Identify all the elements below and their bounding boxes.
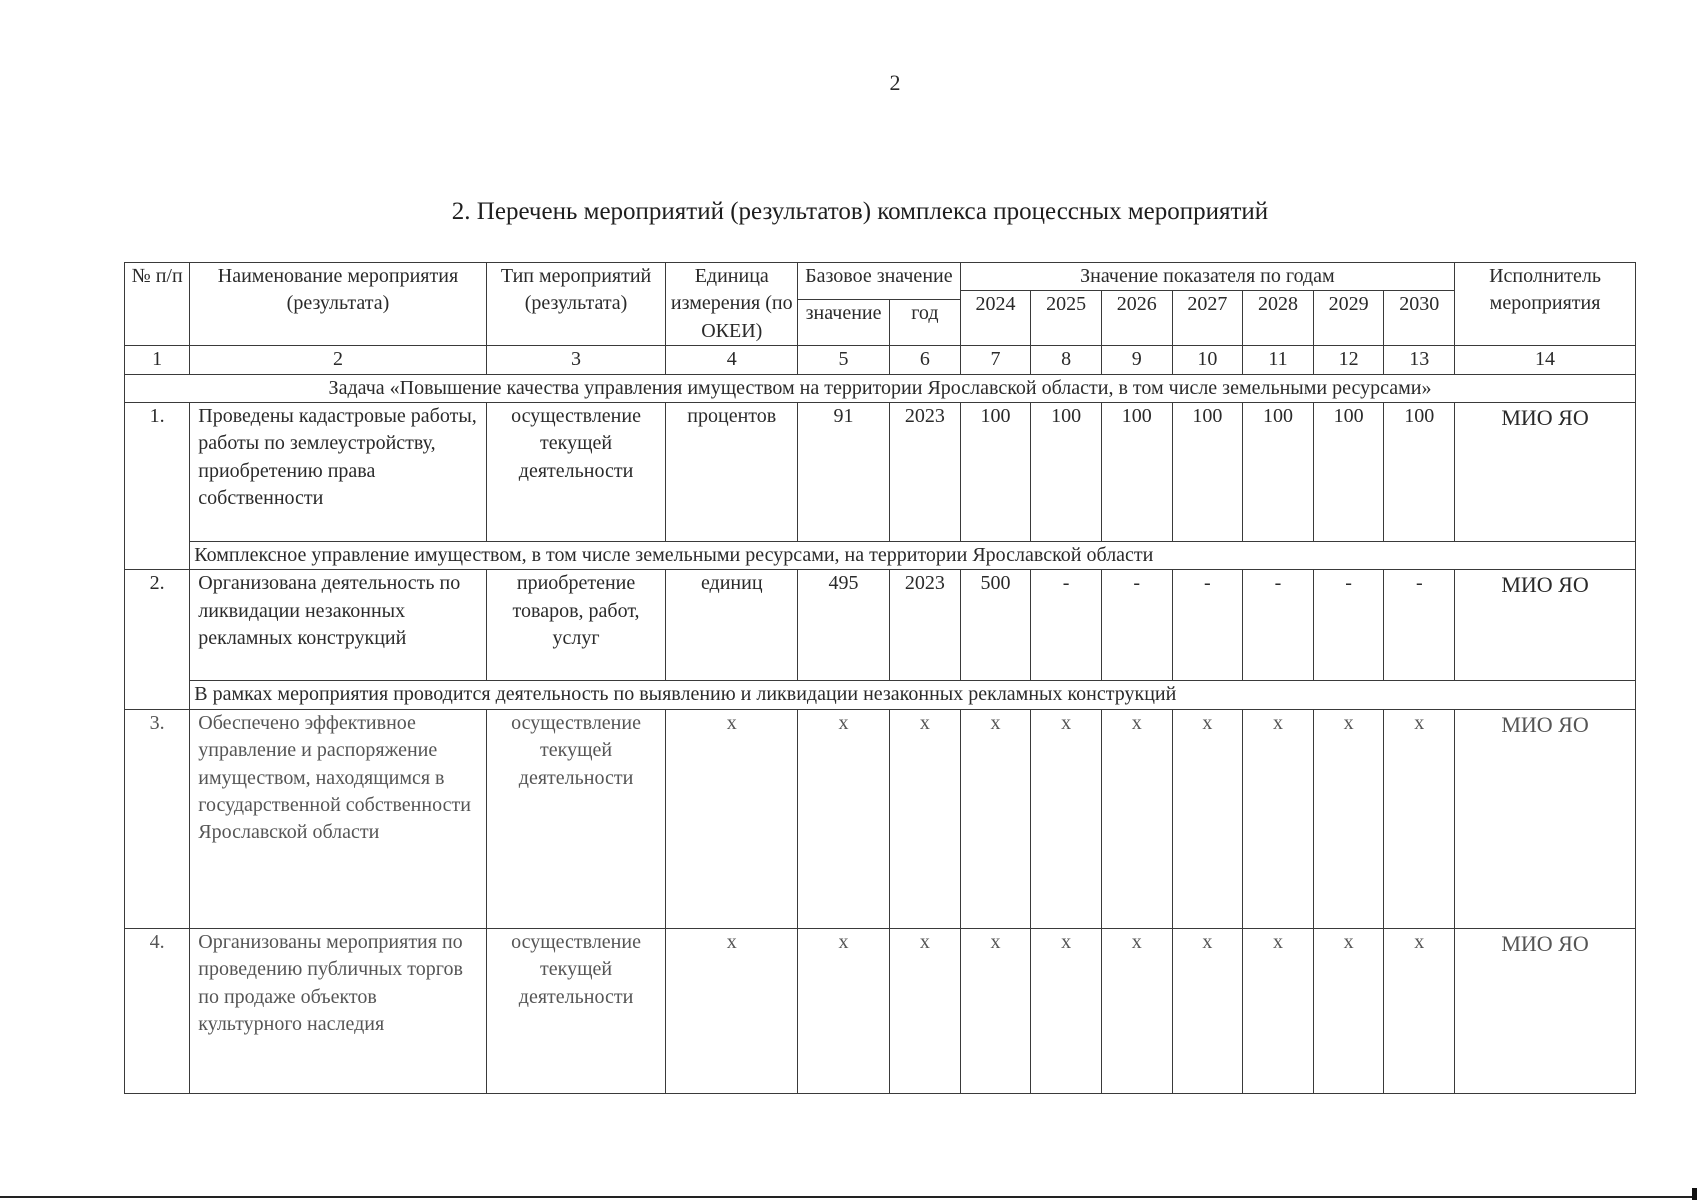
table-row (125, 928, 1636, 1093)
row-year-value: х (1384, 928, 1455, 1093)
header-base: Базовое значение (798, 263, 961, 300)
column-number: 8 (1031, 346, 1102, 374)
row-base-value: 495 (798, 570, 890, 681)
row-executor: МИО ЯО (1455, 709, 1636, 928)
row-type: осуществление текущей деятельности (486, 928, 666, 1093)
column-number: 14 (1455, 346, 1636, 374)
row-year-value: 100 (1101, 402, 1172, 541)
row-type: осуществление текущей деятельности (486, 402, 666, 541)
row-year-value: 500 (960, 570, 1031, 681)
header-by-years: Значение показателя по годам (960, 263, 1454, 291)
row-year-value: 100 (1172, 402, 1243, 541)
row-year-value: х (1243, 709, 1314, 928)
row-year-value: 100 (1243, 402, 1314, 541)
row-year-value: х (1172, 709, 1243, 928)
header-unit: Единица измерения (по ОКЕИ) (666, 263, 798, 346)
task-row (125, 374, 1636, 402)
table-row (125, 709, 1636, 928)
column-number: 7 (960, 346, 1031, 374)
row-base-year: х (890, 928, 961, 1093)
row-base-value: х (798, 928, 890, 1093)
row-year-value: х (1101, 709, 1172, 928)
column-number: 9 (1101, 346, 1172, 374)
row-base-year: 2023 (890, 402, 961, 541)
column-number: 3 (486, 346, 666, 374)
column-number: 12 (1313, 346, 1384, 374)
row-note (125, 681, 1636, 709)
header-year: 2026 (1101, 291, 1172, 346)
row-year-value: 100 (1313, 402, 1384, 541)
row-year-value: - (1031, 570, 1102, 681)
row-note-text: В рамках мероприятия проводится деятельность по выявлению и ликвидации незаконных рекламных конструкций (190, 681, 1636, 709)
row-num: 3. (125, 709, 190, 928)
row-year-value: х (1313, 928, 1384, 1093)
table-header (125, 263, 1636, 346)
row-executor: МИО ЯО (1455, 402, 1636, 541)
header-type: Тип мероприятий (результата) (486, 263, 666, 346)
header-executor: Исполнитель мероприятия (1455, 263, 1636, 346)
row-year-value: 100 (1031, 402, 1102, 541)
row-base-year: х (890, 709, 961, 928)
row-year-value: х (1031, 709, 1102, 928)
header-year: 2027 (1172, 291, 1243, 346)
column-number: 2 (190, 346, 486, 374)
column-number: 10 (1172, 346, 1243, 374)
header-year: 2029 (1313, 291, 1384, 346)
row-executor: МИО ЯО (1455, 570, 1636, 681)
row-year-value: - (1243, 570, 1314, 681)
column-number: 6 (890, 346, 961, 374)
row-year-value: - (1384, 570, 1455, 681)
header-name: Наименование мероприятия (результата) (190, 263, 486, 346)
row-note-text: Комплексное управление имуществом, в том числе земельными ресурсами, на территории Ярославской области (190, 541, 1636, 569)
row-year-value: х (1384, 709, 1455, 928)
row-name: Организована деятельность по ликвидации незаконных рекламных конструкций (190, 570, 486, 681)
row-executor: МИО ЯО (1455, 928, 1636, 1093)
row-num: 4. (125, 928, 190, 1093)
table-row (125, 570, 1636, 681)
row-year-value: - (1172, 570, 1243, 681)
row-year-value: х (1243, 928, 1314, 1093)
column-number: 4 (666, 346, 798, 374)
row-num: 2. (125, 570, 190, 709)
column-number: 5 (798, 346, 890, 374)
row-base-value: 91 (798, 402, 890, 541)
header-base-value: значение (798, 300, 890, 346)
table-row (125, 402, 1636, 541)
row-year-value: х (960, 928, 1031, 1093)
task-cell: Задача «Повышение качества управления имуществом на территории Ярославской области, в том числе земельными ресурсами» (125, 374, 1636, 402)
column-number: 13 (1384, 346, 1455, 374)
events-table (124, 262, 1636, 1094)
header-num: № п/п (125, 263, 190, 346)
header-base-year: год (890, 300, 961, 346)
row-year-value: х (960, 709, 1031, 928)
row-year-value: х (1031, 928, 1102, 1093)
page-number: 2 (889, 70, 901, 95)
row-unit: х (666, 928, 798, 1093)
row-year-value: х (1101, 928, 1172, 1093)
document-title: 2. Перечень мероприятий (результатов) комплекса процессных мероприятий (451, 198, 1269, 225)
row-year-value: - (1101, 570, 1172, 681)
row-year-value: 100 (1384, 402, 1455, 541)
header-year: 2025 (1031, 291, 1102, 346)
row-type: осуществление текущей деятельности (486, 709, 666, 928)
column-number: 11 (1243, 346, 1314, 374)
scan-edge-line (0, 1196, 1697, 1198)
row-name: Организованы мероприятия по проведению публичных торгов по продаже объектов культурного наследия (190, 928, 486, 1093)
row-unit: процентов (666, 402, 798, 541)
header-year: 2030 (1384, 291, 1455, 346)
row-base-year: 2023 (890, 570, 961, 681)
row-base-value: х (798, 709, 890, 928)
column-number: 1 (125, 346, 190, 374)
row-name: Обеспечено эффективное управление и распоряжение имуществом, находящимся в государственной собственности Ярославской области (190, 709, 486, 928)
row-year-value: 100 (960, 402, 1031, 541)
row-unit: единиц (666, 570, 798, 681)
header-year: 2024 (960, 291, 1031, 346)
row-num: 1. (125, 402, 190, 569)
row-unit: х (666, 709, 798, 928)
row-name: Проведены кадастровые работы, работы по землеустройству, приобретению права собственности (190, 402, 486, 541)
row-year-value: - (1313, 570, 1384, 681)
row-type: приобретение товаров, работ, услуг (486, 570, 666, 681)
row-year-value: х (1313, 709, 1384, 928)
header-year: 2028 (1243, 291, 1314, 346)
column-numbers-row (125, 346, 1636, 374)
row-note (125, 541, 1636, 569)
scan-edge-mark (1692, 1188, 1697, 1200)
row-year-value: х (1172, 928, 1243, 1093)
